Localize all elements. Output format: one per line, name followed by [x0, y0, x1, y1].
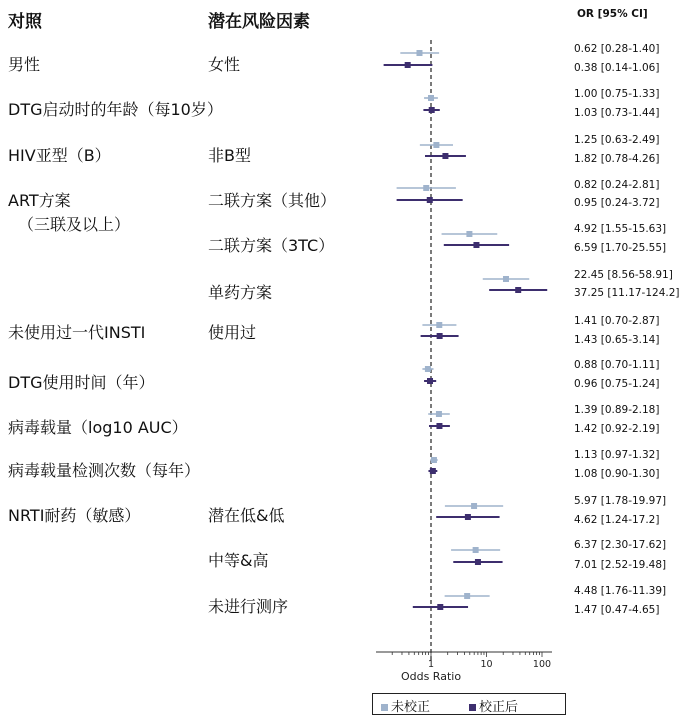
point-estimate-unadjusted	[471, 503, 477, 509]
risk-factor-label: 未进行测序	[208, 597, 289, 616]
risk-factor-column-header: 潜在风险因素	[208, 12, 310, 32]
ci-text-adjusted: 6.59 [1.70-25.55]	[574, 242, 667, 254]
ci-text-unadjusted: 1.13 [0.97-1.32]	[574, 449, 660, 461]
ci-text-unadjusted: 22.45 [8.56-58.91]	[574, 269, 673, 281]
ci-text-unadjusted: 4.92 [1.55-15.63]	[574, 223, 667, 235]
x-tick-label: 100	[532, 659, 552, 670]
legend	[372, 693, 566, 715]
x-axis-label: Odds Ratio	[400, 670, 462, 683]
point-estimate-adjusted	[442, 153, 448, 159]
ci-text-unadjusted: 0.62 [0.28-1.40]	[574, 43, 660, 55]
risk-factor-label: 中等&高	[208, 551, 269, 570]
risk-factor-label: 女性	[208, 55, 241, 74]
ci-text-unadjusted: 4.48 [1.76-11.39]	[574, 585, 667, 597]
point-estimate-unadjusted	[425, 366, 431, 372]
reference-column-header: 对照	[8, 12, 42, 32]
legend-swatch-adjusted	[469, 704, 476, 711]
ci-text-unadjusted: 0.88 [0.70-1.11]	[574, 359, 660, 371]
ci-text-adjusted: 1.47 [0.47-4.65]	[574, 604, 660, 616]
x-tick-label: 10	[480, 659, 493, 670]
point-estimate-unadjusted	[428, 95, 434, 101]
ci-text-unadjusted: 1.41 [0.70-2.87]	[574, 315, 660, 327]
ci-text-adjusted: 4.62 [1.24-17.2]	[574, 514, 660, 526]
ci-text-adjusted: 1.03 [0.73-1.44]	[574, 107, 660, 119]
point-estimate-unadjusted	[423, 185, 429, 191]
point-estimate-adjusted	[429, 107, 435, 113]
point-estimate-adjusted	[430, 468, 436, 474]
point-estimate-unadjusted	[466, 231, 472, 237]
ci-text-adjusted: 0.95 [0.24-3.72]	[574, 197, 660, 209]
risk-factor-label: 二联方案（其他）	[208, 191, 337, 210]
point-estimate-adjusted	[515, 287, 521, 293]
ci-text-adjusted: 0.96 [0.75-1.24]	[574, 378, 660, 390]
ci-text-adjusted: 7.01 [2.52-19.48]	[574, 559, 667, 571]
reference-label: 病毒载量（log10 AUC）	[8, 418, 188, 437]
point-estimate-adjusted	[427, 197, 433, 203]
reference-label: 男性	[8, 55, 41, 74]
risk-factor-label: 非B型	[208, 146, 251, 165]
point-estimate-unadjusted	[431, 457, 437, 463]
reference-label: 病毒载量检测次数（每年）	[8, 461, 201, 480]
reference-label-sub: （三联及以上）	[18, 215, 131, 234]
reference-label: ART方案	[8, 191, 71, 210]
ci-text-unadjusted: 1.00 [0.75-1.33]	[574, 88, 660, 100]
point-estimate-adjusted	[427, 378, 433, 384]
point-estimate-unadjusted	[433, 142, 439, 148]
legend-item-adjusted	[469, 696, 518, 715]
x-tick-label: 1	[427, 659, 435, 670]
ci-text-unadjusted: 0.82 [0.24-2.81]	[574, 179, 660, 191]
ci-text-adjusted: 1.82 [0.78-4.26]	[574, 153, 660, 165]
risk-factor-label: 使用过	[208, 323, 257, 342]
point-estimate-adjusted	[465, 514, 471, 520]
point-estimate-unadjusted	[464, 593, 470, 599]
point-estimate-adjusted	[405, 62, 411, 68]
reference-label: DTG使用时间（年）	[8, 373, 155, 392]
ci-text-adjusted: 37.25 [11.17-124.2]	[574, 287, 680, 299]
point-estimate-unadjusted	[416, 50, 422, 56]
point-estimate-unadjusted	[473, 547, 479, 553]
risk-factor-label: 二联方案（3TC）	[208, 236, 335, 255]
risk-factor-label: 潜在低&低	[208, 506, 285, 525]
ci-text-unadjusted: 5.97 [1.78-19.97]	[574, 495, 667, 507]
reference-label: DTG启动时的年龄（每10岁）	[8, 100, 223, 119]
reference-label: NRTI耐药（敏感）	[8, 506, 141, 525]
point-estimate-adjusted	[436, 423, 442, 429]
reference-label: 未使用过一代INSTI	[8, 323, 146, 342]
point-estimate-adjusted	[475, 559, 481, 565]
reference-label: HIV亚型（B）	[8, 146, 111, 165]
legend-label-unadjusted: 未校正	[391, 700, 431, 715]
point-estimate-unadjusted	[503, 276, 509, 282]
ci-text-unadjusted: 1.25 [0.63-2.49]	[574, 134, 660, 146]
ci-text-adjusted: 1.43 [0.65-3.14]	[574, 334, 660, 346]
legend-label-adjusted: 校正后	[479, 700, 519, 715]
or-column-header: OR [95% CI]	[577, 8, 648, 20]
ci-text-unadjusted: 6.37 [2.30-17.62]	[574, 539, 667, 551]
legend-item-unadjusted	[381, 696, 430, 715]
legend-swatch-unadjusted	[381, 704, 388, 711]
point-estimate-adjusted	[473, 242, 479, 248]
ci-text-adjusted: 1.08 [0.90-1.30]	[574, 468, 660, 480]
point-estimate-unadjusted	[436, 411, 442, 417]
risk-factor-label: 单药方案	[208, 283, 273, 302]
ci-text-adjusted: 1.42 [0.92-2.19]	[574, 423, 660, 435]
ci-text-unadjusted: 1.39 [0.89-2.18]	[574, 404, 660, 416]
ci-text-adjusted: 0.38 [0.14-1.06]	[574, 62, 660, 74]
point-estimate-adjusted	[437, 333, 443, 339]
point-estimate-adjusted	[437, 604, 443, 610]
point-estimate-unadjusted	[436, 322, 442, 328]
